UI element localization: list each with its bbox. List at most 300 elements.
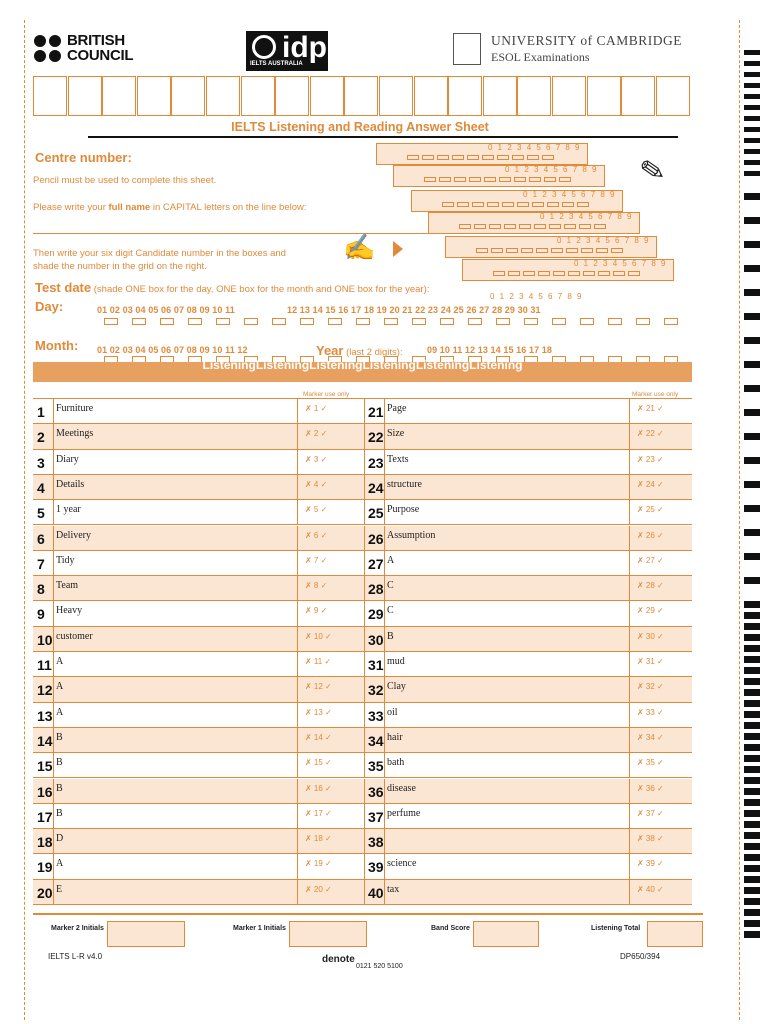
timing-marks [742,44,760,938]
marker-tick-cross[interactable]: ✗ 1 ✓ [305,404,328,413]
candidate-note-1: Then write your six digit Candidate number in the boxes and [33,248,286,259]
marker-tick-cross[interactable]: ✗ 32 ✓ [637,682,664,692]
name-line[interactable] [33,233,453,234]
name-letter-box[interactable] [206,76,240,116]
answer-text[interactable]: Tidy [56,554,75,566]
timing-mark [744,931,760,938]
name-letter-box[interactable] [68,76,102,116]
timing-mark [744,160,760,165]
timing-mark [744,457,760,464]
marker-tick-cross[interactable]: ✗ 30 ✓ [637,631,664,641]
answer-text[interactable]: A [56,706,64,718]
date-slot[interactable] [664,318,678,325]
question-number: 28 [368,581,384,598]
total-label: Listening Total [591,925,641,932]
marker-tick-cross[interactable]: ✗ 8 ✓ [305,581,328,591]
timing-mark [744,909,760,916]
column-divider [384,551,385,575]
timing-mark [744,766,760,773]
question-number: 13 [37,707,53,724]
timing-mark [744,744,760,751]
timing-mark [744,645,760,652]
date-slot[interactable] [468,318,482,325]
answer-text[interactable]: structure [387,478,422,490]
answer-text[interactable]: Meetings [56,428,94,440]
marker2-box[interactable] [107,921,185,947]
column-divider [364,450,365,474]
answer-text[interactable]: B [387,630,394,642]
column-divider [364,829,365,853]
centre-number-label: Centre number: [35,150,132,165]
name-letter-box[interactable] [344,76,378,116]
globe-icon [252,35,276,59]
date-slot[interactable] [608,318,622,325]
marker-tick-cross[interactable]: ✗ 7 ✓ [305,555,328,565]
column-divider [364,804,365,828]
marker-tick-cross[interactable]: ✗ 3 ✓ [305,454,328,464]
answer-text[interactable]: perfume [387,807,421,819]
marker-tick-cross[interactable]: ✗ 35 ✓ [637,758,664,768]
question-number: 24 [368,479,384,496]
marker-tick-cross[interactable]: ✗ 2 ✓ [305,429,328,439]
marker-tick-cross[interactable]: ✗ 29 ✓ [637,606,664,616]
timing-mark [744,529,760,536]
date-slot[interactable] [552,318,566,325]
column-divider [384,804,385,828]
question-number: 25 [368,505,384,522]
column-divider [53,627,54,651]
answer-text[interactable]: 1 year [56,504,81,516]
form-code: DP650/394 [620,952,661,961]
column-divider [297,424,298,448]
column-divider [53,526,54,550]
column-divider [629,450,630,474]
marker-tick-cross[interactable]: ✗ 25 ✓ [637,505,664,515]
column-divider [629,601,630,625]
column-divider [297,500,298,524]
answer-text[interactable]: Delivery [56,529,91,541]
date-slot[interactable] [356,318,370,325]
marker-tick-cross[interactable]: ✗ 10 ✓ [305,631,332,641]
column-divider [384,652,385,676]
column-divider [364,627,365,651]
digit-slots[interactable] [493,271,640,276]
month-options[interactable]: 01 02 03 04 05 06 07 08 09 10 11 12 [97,345,248,355]
candidate-digit-row[interactable] [376,143,588,165]
name-letter-box[interactable] [656,76,690,116]
marker-tick-cross[interactable]: ✗ 40 ✓ [637,884,664,894]
date-slot[interactable] [524,318,538,325]
answer-text[interactable]: A [387,554,395,566]
marker-tick-cross[interactable]: ✗ 22 ✓ [637,429,664,439]
marker-tick-cross[interactable]: ✗ 20 ✓ [305,884,332,894]
column-divider [384,526,385,550]
column-divider [53,652,54,676]
date-slot[interactable] [160,318,174,325]
marker-tick-cross[interactable]: ✗ 15 ✓ [305,758,332,768]
question-number: 30 [368,631,384,648]
column-divider [364,779,365,803]
total-box[interactable] [647,921,703,947]
table-row [33,829,692,854]
date-slot[interactable] [132,318,146,325]
column-divider [53,728,54,752]
column-divider [53,880,54,904]
column-divider [364,753,365,777]
timing-mark [744,854,760,861]
answer-text[interactable]: A [56,681,64,693]
column-divider [364,677,365,701]
answer-text[interactable]: B [56,731,63,743]
candidate-digit-row[interactable] [411,190,623,212]
marker-tick-cross[interactable]: ✗ 14 ✓ [305,732,332,742]
table-row [33,424,692,449]
idp-text: idp [282,31,327,64]
column-divider [384,753,385,777]
crest-icon [453,33,481,65]
column-divider [629,779,630,803]
question-number: 5 [37,505,45,522]
name-letter-box[interactable] [587,76,621,116]
answer-text[interactable]: tax [387,883,400,895]
timing-mark [744,678,760,685]
question-number: 36 [368,783,384,800]
column-divider [53,450,54,474]
marker-tick-cross[interactable]: ✗ 26 ✓ [637,530,664,540]
marker-tick-cross[interactable]: ✗ 5 ✓ [305,505,328,515]
answer-text[interactable]: A [56,656,64,667]
idp-logo [246,31,328,71]
timing-mark [744,577,760,584]
marker-tick-cross[interactable]: ✗ 19 ✓ [305,859,332,869]
digit-slots[interactable] [476,248,623,253]
column-divider [629,526,630,550]
column-divider [629,576,630,600]
marker-tick-cross[interactable]: ✗ 38 ✓ [637,834,664,844]
question-number: 8 [37,581,45,598]
year-options[interactable]: 09 10 11 12 13 14 15 16 17 18 [427,345,553,355]
marker-tick-cross[interactable]: ✗ 17 ✓ [305,808,332,818]
section-title: ListeningListeningListeningListeningListeningListening [202,358,523,372]
year-label: Year (last 2 digits): [316,343,403,358]
bc-line1: BRITISH [67,32,125,49]
column-divider [297,728,298,752]
digit-scale: 0 1 2 3 4 5 6 7 8 9 [490,292,583,301]
timing-mark [744,241,760,248]
answer-text[interactable]: customer [56,630,93,642]
british-council-logo [34,33,133,63]
marker-tick-cross[interactable]: ✗ 27 ✓ [637,555,664,565]
column-divider [53,475,54,499]
column-divider [384,450,385,474]
date-slot[interactable] [244,318,258,325]
question-number: 39 [368,859,384,876]
band-box[interactable] [473,921,539,947]
cambridge-line1: UNIVERSITY of CAMBRIDGE [491,33,682,48]
arrow-right-icon [393,241,403,257]
question-number: 33 [368,707,384,724]
timing-mark [744,193,760,200]
name-note: Please write your full name in CAPITAL letters on the line below: [33,202,307,213]
date-slot[interactable] [104,318,118,325]
table-row [33,399,692,424]
column-divider [53,753,54,777]
marker-tick-cross[interactable]: ✗ 4 ✓ [305,479,328,489]
candidate-digit-row[interactable] [462,259,674,281]
timing-mark [744,667,760,674]
timing-mark [744,116,760,121]
name-letter-box[interactable] [171,76,205,116]
column-divider [297,854,298,878]
answer-text[interactable]: Page [387,403,407,414]
timing-mark [744,289,760,296]
date-slot[interactable] [636,318,650,325]
candidate-digit-row[interactable] [428,212,640,234]
name-letter-box[interactable] [517,76,551,116]
name-letter-box[interactable] [621,76,655,116]
column-divider [297,779,298,803]
column-divider [297,652,298,676]
column-divider [629,399,630,423]
answer-text[interactable]: Furniture [56,403,94,414]
column-divider [297,601,298,625]
column-divider [629,475,630,499]
answer-text[interactable]: bath [387,757,405,769]
timing-mark [744,700,760,707]
candidate-digit-row[interactable] [393,165,605,187]
answer-text[interactable]: Clay [387,681,406,693]
table-row [33,500,692,525]
answer-text[interactable]: Size [387,428,405,440]
column-divider [297,450,298,474]
name-letter-box[interactable] [552,76,586,116]
column-divider [53,500,54,524]
timing-mark [744,265,760,272]
timing-mark [744,127,760,132]
marker-tick-cross[interactable]: ✗ 18 ✓ [305,834,332,844]
timing-mark [744,832,760,839]
timing-mark [744,61,760,66]
digit-scale: 0 1 2 3 4 5 6 7 8 9 [523,190,616,199]
question-number: 31 [368,657,384,673]
question-number: 1 [37,404,45,420]
marker2-label: Marker 2 Initials [51,925,104,932]
timing-mark [744,634,760,641]
column-divider [364,399,365,423]
question-number: 11 [37,657,52,673]
column-divider [364,728,365,752]
table-row [33,450,692,475]
column-divider [53,804,54,828]
column-divider [629,728,630,752]
column-divider [297,475,298,499]
timing-mark [744,505,760,512]
column-divider [629,703,630,727]
name-letter-box[interactable] [275,76,309,116]
digit-slots[interactable] [407,155,554,160]
timing-mark [744,733,760,740]
name-letter-box[interactable] [102,76,136,116]
marker-tick-cross[interactable]: ✗ 16 ✓ [305,783,332,793]
marker-tick-cross[interactable]: ✗ 33 ✓ [637,707,664,717]
answer-text[interactable]: D [56,833,64,845]
marker-tick-cross[interactable]: ✗ 13 ✓ [305,707,332,717]
answer-text[interactable]: mud [387,656,405,667]
answer-text[interactable]: C [387,605,394,617]
name-boxes[interactable] [33,76,690,116]
answer-text[interactable]: E [56,883,63,895]
timing-mark [744,83,760,88]
marker-tick-cross[interactable]: ✗ 11 ✓ [305,657,332,666]
table-row [33,475,692,500]
name-letter-box[interactable] [137,76,171,116]
date-slot[interactable] [384,318,398,325]
timing-mark [744,876,760,883]
name-letter-box[interactable] [241,76,275,116]
answer-text[interactable]: Purpose [387,504,420,516]
marker-tick-cross[interactable]: ✗ 24 ✓ [637,479,664,489]
question-number: 10 [37,631,53,648]
date-slot[interactable] [328,318,342,325]
answer-text[interactable]: C [387,580,394,592]
pencil-note: Pencil must be used to complete this sheet. [33,175,217,186]
column-divider [364,526,365,550]
answer-grid [33,398,692,909]
answer-text[interactable]: science [387,858,417,870]
name-letter-box[interactable] [310,76,344,116]
timing-mark [744,601,760,608]
column-divider [629,500,630,524]
timing-mark [744,171,760,176]
timing-mark [744,50,760,55]
timing-mark [744,149,760,154]
marker-tick-cross[interactable]: ✗ 34 ✓ [637,732,664,742]
timing-mark [744,843,760,850]
answer-text[interactable]: Texts [387,453,409,465]
column-divider [297,576,298,600]
column-divider [384,703,385,727]
answer-text[interactable]: A [56,858,64,870]
test-date-label: Test date (shade ONE box for the day, ONE box for the month and ONE box for the year): [35,280,430,295]
digit-slots[interactable] [424,177,571,182]
marker-tick-cross[interactable]: ✗ 23 ✓ [637,454,664,464]
question-number: 4 [37,479,45,496]
digit-slots[interactable] [459,224,606,229]
answer-text[interactable]: Details [56,478,85,490]
answer-text[interactable]: disease [387,782,416,794]
marker1-box[interactable] [289,921,367,947]
candidate-digit-row[interactable] [445,236,657,258]
answer-text[interactable]: B [56,757,63,769]
date-slot[interactable] [300,318,314,325]
date-slot[interactable] [580,318,594,325]
date-slot[interactable] [216,318,230,325]
digit-scale: 0 1 2 3 4 5 6 7 8 9 [540,212,633,221]
timing-mark [744,138,760,143]
column-divider [53,424,54,448]
date-slot[interactable] [272,318,286,325]
timing-mark [744,755,760,762]
question-number: 32 [368,682,384,699]
question-number: 26 [368,530,384,547]
name-letter-box[interactable] [414,76,448,116]
date-slot[interactable] [496,318,510,325]
timing-mark [744,799,760,806]
question-number: 40 [368,884,384,901]
answer-text[interactable]: Assumption [387,529,436,541]
marker-tick-cross[interactable]: ✗ 21 ✓ [637,404,664,413]
marker-tick-cross[interactable]: ✗ 36 ✓ [637,783,664,793]
date-slot[interactable] [412,318,426,325]
name-letter-box[interactable] [379,76,413,116]
answer-text[interactable]: B [56,782,63,794]
column-divider [384,779,385,803]
timing-mark [744,788,760,795]
column-divider [53,854,54,878]
answer-text[interactable]: Diary [56,453,79,465]
question-number: 38 [368,834,384,851]
column-divider [53,551,54,575]
answer-text[interactable]: Heavy [56,605,83,617]
date-slot[interactable] [440,318,454,325]
british-council-dots-icon [34,35,61,62]
day-options-b[interactable]: 12 13 14 15 16 17 18 19 20 21 22 23 24 25 26 27 28 29 30 31 [287,305,541,315]
marker-tick-cross[interactable]: ✗ 12 ✓ [305,682,332,692]
timing-mark [744,385,760,392]
printer-phone: 0121 520 5100 [356,963,403,970]
marker-tick-cross[interactable]: ✗ 39 ✓ [637,859,664,869]
marker-use-right: Marker use only [632,391,679,398]
column-divider [629,829,630,853]
timing-mark [744,887,760,894]
timing-mark [744,920,760,927]
timing-mark [744,313,760,320]
column-divider [384,500,385,524]
digit-slots[interactable] [442,202,589,207]
name-letter-box[interactable] [483,76,517,116]
column-divider [364,703,365,727]
question-number: 20 [37,884,53,901]
column-divider [297,551,298,575]
column-divider [384,399,385,423]
date-slot[interactable] [188,318,202,325]
page-title: IELTS Listening and Reading Answer Sheet [231,120,489,134]
question-number: 14 [37,732,53,749]
column-divider [629,627,630,651]
digit-scale: 0 1 2 3 4 5 6 7 8 9 [488,143,581,152]
answer-text[interactable]: hair [387,731,403,743]
cambridge-line2: ESOL Examinations [491,50,590,64]
answer-text[interactable]: Team [56,580,79,592]
name-letter-box[interactable] [448,76,482,116]
day-options-a[interactable]: 01 02 03 04 05 06 07 08 09 10 11 [97,305,235,315]
marker-tick-cross[interactable]: ✗ 9 ✓ [305,606,328,616]
question-number: 9 [37,606,45,623]
table-row [33,703,692,728]
marker-tick-cross[interactable]: ✗ 6 ✓ [305,530,328,540]
marker-tick-cross[interactable]: ✗ 31 ✓ [637,657,664,666]
answer-text[interactable]: B [56,807,63,819]
question-number: 27 [368,555,384,572]
marker-tick-cross[interactable]: ✗ 28 ✓ [637,581,664,591]
marker-tick-cross[interactable]: ✗ 37 ✓ [637,808,664,818]
timing-mark [744,777,760,784]
answer-text[interactable]: oil [387,706,398,718]
candidate-note-2: shade the number in the grid on the right. [33,261,207,272]
column-divider [364,652,365,676]
name-letter-box[interactable] [33,76,67,116]
digit-scale: 0 1 2 3 4 5 6 7 8 9 [505,165,598,174]
